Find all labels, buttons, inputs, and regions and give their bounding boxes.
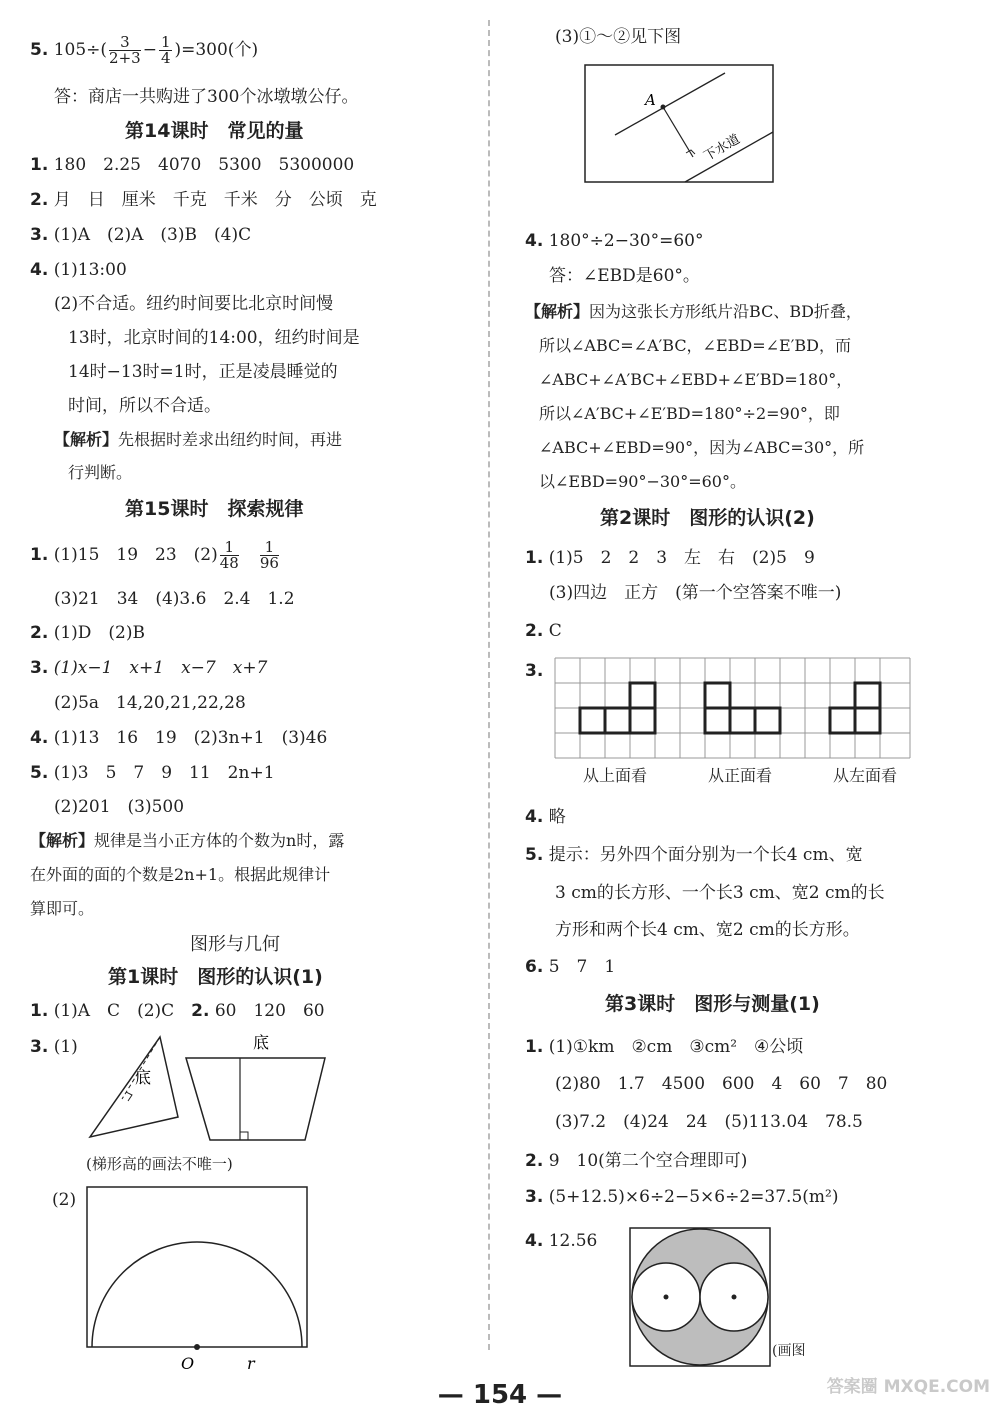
r-q4-analysis-line: 以∠EBD=90°−30°=60°。 — [539, 472, 746, 491]
triangle-shape — [90, 1037, 178, 1137]
right-angle-mark — [126, 1092, 132, 1101]
center-point — [732, 1295, 737, 1300]
circles-figure — [630, 1228, 770, 1368]
rectangle-frame — [87, 1187, 307, 1347]
fraction: $\frac{1}{96}$ — [259, 538, 279, 572]
g1-q3-2: (2) — [52, 1190, 77, 1210]
l14-q4-2-line: 14时−13时=1时，正是凌晨睡觉的 — [68, 362, 338, 382]
g2-q3: 3. — [525, 661, 544, 681]
r-q4: 4. 180°÷2−30°=60° — [525, 231, 704, 251]
l15-analysis: 【解析】规律是当小正方体的个数为n时，露 — [30, 831, 345, 850]
three-view-grid — [555, 658, 915, 758]
q5-answer: 答：商店一共购进了300个冰墩墩公仔。 — [54, 87, 359, 107]
g1-title: 第1课时 图形的认识(1) — [108, 966, 323, 988]
g3-q3: 3. (5+12.5)×6÷2−5×6÷2=37.5(m²) — [525, 1187, 839, 1207]
right-angle-mark — [240, 1132, 248, 1140]
l15-q2: 2. (1)D (2)B — [30, 623, 145, 643]
label-di: 底 — [135, 1068, 152, 1087]
fraction: $\frac{1}{48}$ — [219, 538, 239, 572]
l15-q1-line2: (3)21 34 (4)3.6 2.4 1.2 — [54, 589, 295, 609]
page-number: — 154 — — [437, 1380, 563, 1410]
g3-q1-2: (2)80 1.7 4500 600 4 60 7 80 — [555, 1074, 888, 1094]
label-r: r — [247, 1354, 255, 1373]
r-q4-analysis-line: 所以∠ABC=∠A′BC，∠EBD=∠E′BD，而 — [539, 336, 851, 355]
g2-q5-line: 方形和两个长4 cm、宽2 cm的长方形。 — [555, 920, 860, 940]
section-title: 图形与几何 — [190, 934, 280, 955]
trapezoid-shape — [186, 1058, 325, 1140]
g2-q6: 6. 5 7 1 — [525, 957, 616, 977]
drain-figure — [585, 65, 775, 185]
lesson14-title: 第14课时 常见的量 — [125, 120, 304, 142]
center-point — [664, 1295, 669, 1300]
g2-q1: 1. (1)5 2 2 3 左 右 (2)5 9 — [525, 548, 815, 568]
view-top — [580, 683, 655, 733]
l15-q1: 1. (1)15 19 23 (2) $\frac{1}{48}$ $\frac{1}{96}$ — [30, 538, 279, 572]
watermark: 答案圈 MXQE.COM — [826, 1377, 990, 1397]
r-q4-analysis-line: ∠ABC+∠EBD=90°，因为∠ABC=30°，所 — [539, 438, 865, 457]
l15-q5-2: (2)201 (3)500 — [54, 797, 185, 817]
semicircle-arc — [92, 1242, 302, 1347]
l15-analysis-line: 算即可。 — [30, 899, 95, 918]
l15-q4: 4. (1)13 16 19 (2)3n+1 (3)46 — [30, 728, 328, 748]
line-a — [615, 73, 725, 135]
r-q4-analysis-line: 所以∠A′BC+∠E′BD=180°÷2=90°，即 — [539, 404, 840, 423]
fraction: $\frac{3}{2+3}$ — [109, 33, 141, 67]
center-point — [194, 1344, 200, 1350]
label-pipe: 下水道 — [701, 131, 743, 165]
view-label-top: 从上面看 — [583, 766, 648, 785]
view-left — [830, 683, 880, 733]
column-divider — [488, 20, 490, 1350]
g2-q4: 4. 略 — [525, 807, 566, 827]
g3-title: 第3课时 图形与测量(1) — [605, 993, 820, 1015]
label-o: O — [181, 1354, 195, 1373]
r-q4-answer: 答：∠EBD是60°。 — [549, 266, 700, 286]
fraction: $\frac{1}{4}$ — [160, 33, 171, 67]
list-item: 2. 月 日 厘米 千克 千米 分 公顷 克 — [30, 190, 377, 210]
g3-q4: 4. 12.56 — [525, 1231, 598, 1251]
q5-expression: 5. 105÷( $\frac{3}{2+3}$ − $\frac{1}{4}$ )=300(个) — [30, 33, 259, 67]
l15-analysis-line: 在外面的面的个数是2n+1。根据此规律计 — [30, 865, 331, 884]
point-a — [661, 105, 666, 110]
rectangle-frame — [585, 65, 773, 182]
perpendicular-line — [663, 107, 693, 157]
view-label-left: 从左面看 — [833, 766, 898, 785]
view-label-front: 从正面看 — [708, 766, 773, 785]
g3-q1-3: (3)7.2 (4)24 24 (5)113.04 78.5 — [555, 1112, 863, 1132]
g1-q3-note: (梯形高的画法不唯一) — [86, 1155, 233, 1173]
list-item: 4. (1)13:00 — [30, 260, 127, 280]
label-di: 底 — [253, 1033, 270, 1052]
triangle-trapezoid-figure — [80, 1030, 340, 1140]
l14-q4-2-line: (2)不合适。纽约时间要比北京时间慢 — [54, 294, 334, 314]
r-q4-analysis: 【解析】因为这张长方形纸片沿BC、BD折叠， — [525, 302, 862, 321]
g1-q1-q2: 1. (1)A C (2)C 2. 60 120 60 — [30, 1001, 325, 1021]
g3-q1: 1. (1)①km ②cm ③cm² ④公顷 — [525, 1037, 804, 1057]
view-front — [705, 683, 780, 733]
g2-q5: 5. 提示：另外四个面分别为一个长4 cm、宽 — [525, 845, 863, 865]
l14-q4-2-line: 13时，北京时间的14:00，纽约时间是 — [68, 328, 360, 348]
l14-analysis-line: 行判断。 — [68, 463, 133, 482]
g2-q5-line: 3 cm的长方形、一个长3 cm、宽2 cm的长 — [555, 883, 885, 903]
label-a: A — [645, 91, 656, 109]
l15-q3: 3. (1)x−1 x+1 x−7 x+7 — [30, 658, 268, 678]
g2-q2: 2. C — [525, 621, 562, 641]
l14-q4-2-line: 时间，所以不合适。 — [68, 396, 221, 416]
g3-q2: 2. 9 10(第二个空合理即可) — [525, 1151, 748, 1171]
list-item: 1. 180 2.25 4070 5300 5300000 — [30, 155, 355, 175]
l15-q3-2: (2)5a 14,20,21,22,28 — [54, 693, 246, 713]
l15-q5: 5. (1)3 5 7 9 11 2n+1 — [30, 763, 275, 783]
g1-q3: 3. (1) — [30, 1037, 78, 1057]
r-q4-analysis-line: ∠ABC+∠A′BC+∠EBD+∠E′BD=180°， — [539, 370, 853, 389]
lesson15-title: 第15课时 探索规律 — [125, 498, 304, 520]
g3-q4-note: (画图 — [772, 1343, 806, 1359]
g2-q1-2: (3)四边 正方 (第一个空答案不唯一) — [549, 583, 842, 603]
list-item: 3. (1)A (2)A (3)B (4)C — [30, 225, 252, 245]
r-q3-3: (3)①～②见下图 — [555, 27, 682, 47]
semicircle-figure — [87, 1187, 307, 1377]
l14-analysis: 【解析】先根据时差求出纽约时间，再进 — [54, 430, 343, 449]
g2-title: 第2课时 图形的认识(2) — [600, 507, 815, 529]
